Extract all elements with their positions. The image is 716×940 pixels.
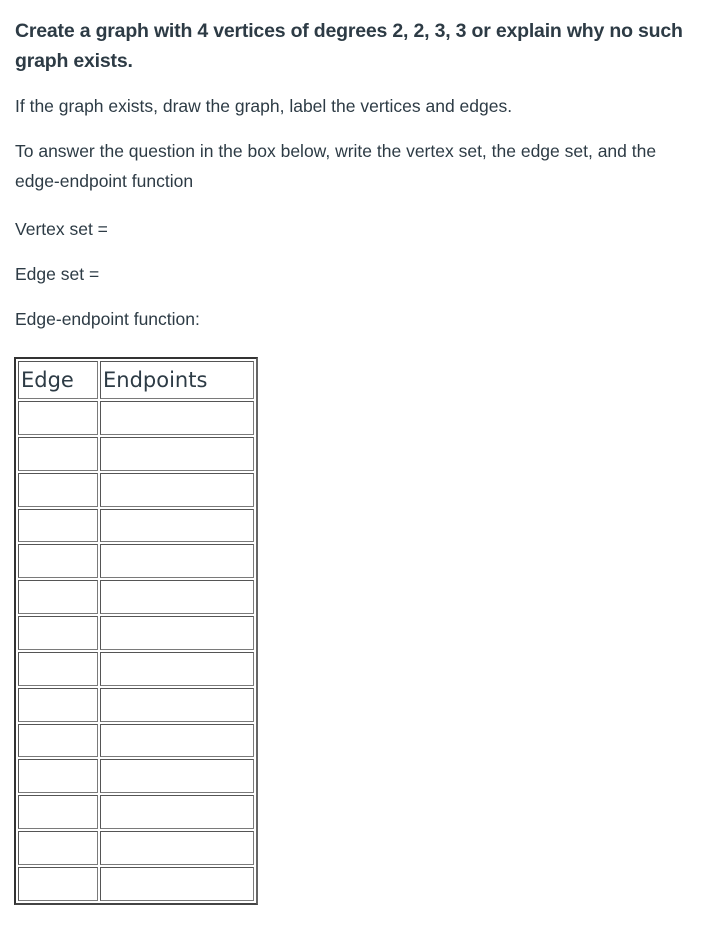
- edge-cell[interactable]: [18, 509, 98, 543]
- table-row: [18, 652, 254, 686]
- edge-endpoint-grid: [16, 359, 256, 903]
- endpoints-cell[interactable]: [100, 795, 254, 829]
- table-header-row: [18, 361, 254, 399]
- vertex-set-label: Vertex set =: [15, 219, 108, 239]
- table-row: [18, 867, 254, 901]
- edge-cell[interactable]: [18, 544, 98, 578]
- edge-cell[interactable]: [18, 759, 98, 793]
- table-row: [18, 473, 254, 507]
- endpoints-cell[interactable]: [100, 509, 254, 543]
- edge-cell[interactable]: [18, 724, 98, 758]
- endpoints-cell[interactable]: [100, 652, 254, 686]
- instructions-text: If the graph exists, draw the graph, label the vertices and edges.: [15, 96, 513, 116]
- endpoints-cell[interactable]: [100, 867, 254, 901]
- edge-column-header: Edge: [18, 361, 98, 399]
- table-row: [18, 437, 254, 471]
- table-row: [18, 580, 254, 614]
- edge-endpoint-table: [14, 357, 258, 905]
- endpoint-function-label: Edge-endpoint function:: [15, 309, 200, 329]
- table-row: [18, 401, 254, 435]
- endpoints-cell[interactable]: [100, 616, 254, 650]
- edge-cell[interactable]: [18, 616, 98, 650]
- edge-cell[interactable]: [18, 580, 98, 614]
- table-row: [18, 688, 254, 722]
- answer-note-text: To answer the question in the box below, write the vertex set, the edge set, and the edge-endpoint function: [15, 141, 657, 191]
- edge-cell[interactable]: [18, 473, 98, 507]
- edge-cell[interactable]: [18, 688, 98, 722]
- table-row: [18, 616, 254, 650]
- endpoints-cell[interactable]: [100, 437, 254, 471]
- edge-cell[interactable]: [18, 795, 98, 829]
- endpoints-cell[interactable]: [100, 724, 254, 758]
- endpoints-cell[interactable]: [100, 580, 254, 614]
- table-row: [18, 724, 254, 758]
- table-body: [18, 401, 254, 901]
- table-row: [18, 759, 254, 793]
- question-title: Create a graph with 4 vertices of degrees 2, 2, 3, 3 or explain why no such graph exists.: [15, 20, 683, 72]
- edge-cell[interactable]: [18, 401, 98, 435]
- table-row: [18, 509, 254, 543]
- endpoints-cell[interactable]: [100, 473, 254, 507]
- table-row: [18, 831, 254, 865]
- table-row: [18, 795, 254, 829]
- edge-cell[interactable]: [18, 437, 98, 471]
- endpoints-column-header: Endpoints: [100, 361, 254, 399]
- endpoints-cell[interactable]: [100, 401, 254, 435]
- endpoints-cell[interactable]: [100, 759, 254, 793]
- edge-cell[interactable]: [18, 652, 98, 686]
- endpoints-cell[interactable]: [100, 831, 254, 865]
- edge-cell[interactable]: [18, 831, 98, 865]
- table-row: [18, 544, 254, 578]
- endpoints-cell[interactable]: [100, 544, 254, 578]
- edge-set-label: Edge set =: [15, 264, 100, 284]
- edge-cell[interactable]: [18, 867, 98, 901]
- endpoints-cell[interactable]: [100, 688, 254, 722]
